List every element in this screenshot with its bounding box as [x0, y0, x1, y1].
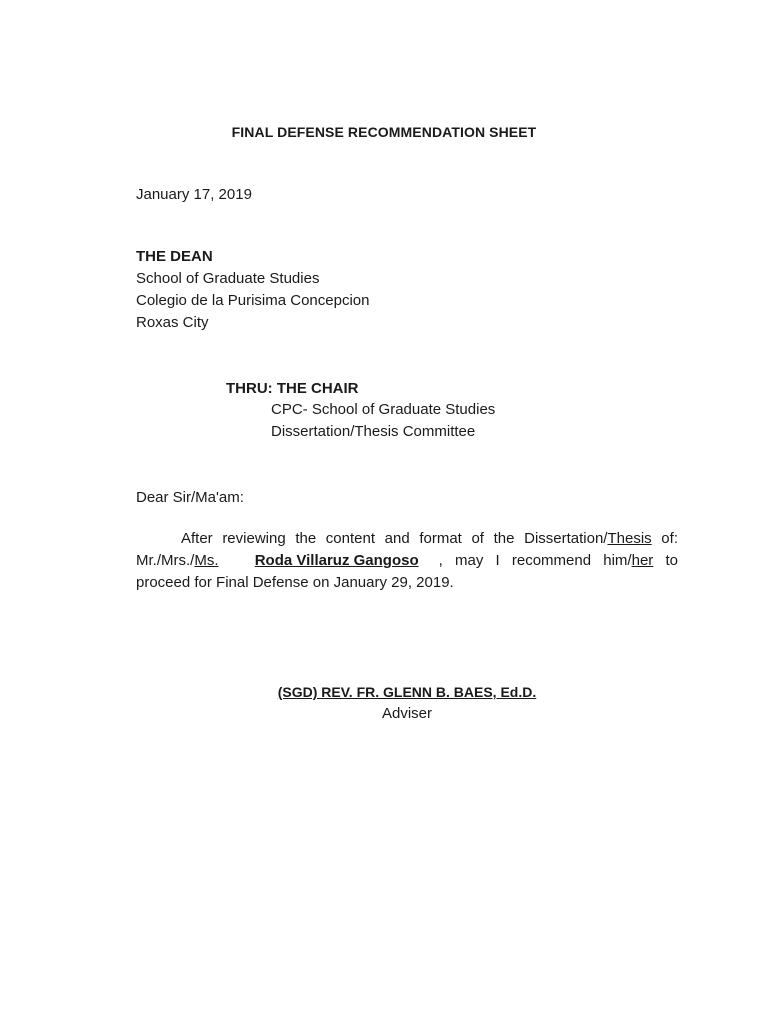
- letter-date: January 17, 2019: [136, 186, 252, 203]
- student-name: Roda Villaruz Gangoso: [254, 552, 419, 569]
- signatory-role: Adviser: [381, 705, 433, 722]
- addressee-line-1: School of Graduate Studies: [136, 270, 320, 287]
- body-line-1-end: of:: [651, 530, 678, 547]
- addressee-line-2: Colegio de la Purisima Concepcion: [136, 292, 370, 309]
- honorific-prefix: Mr./Mrs./: [136, 552, 195, 569]
- honorific-ms: Ms.: [194, 552, 219, 569]
- body-line-1: [136, 528, 678, 550]
- salutation: Dear Sir/Ma'am:: [136, 489, 244, 506]
- signatory-name: (SGD) REV. FR. GLENN B. BAES, Ed.D.: [277, 684, 537, 700]
- thru-line-1: CPC- School of Graduate Studies: [271, 401, 496, 418]
- addressee-heading: THE DEAN: [136, 248, 213, 265]
- addressee-line-3: Roxas City: [136, 314, 209, 331]
- thru-heading: THRU: THE CHAIR: [226, 380, 359, 397]
- body-line-1-text: After reviewing the content and format of the Dissertation/: [181, 530, 608, 547]
- body-line-2-mid: , may I recommend him/: [438, 552, 632, 569]
- body-line-3: proceed for Final Defense on January 29, 2019.: [136, 574, 454, 591]
- document-title: FINAL DEFENSE RECOMMENDATION SHEET: [231, 124, 537, 140]
- thru-line-2: Dissertation/Thesis Committee: [271, 423, 476, 440]
- pronoun-her: her: [631, 552, 654, 569]
- thesis-underlined: Thesis: [607, 530, 652, 547]
- body-line-2: [136, 550, 678, 572]
- body-line-2-end: to: [653, 552, 678, 569]
